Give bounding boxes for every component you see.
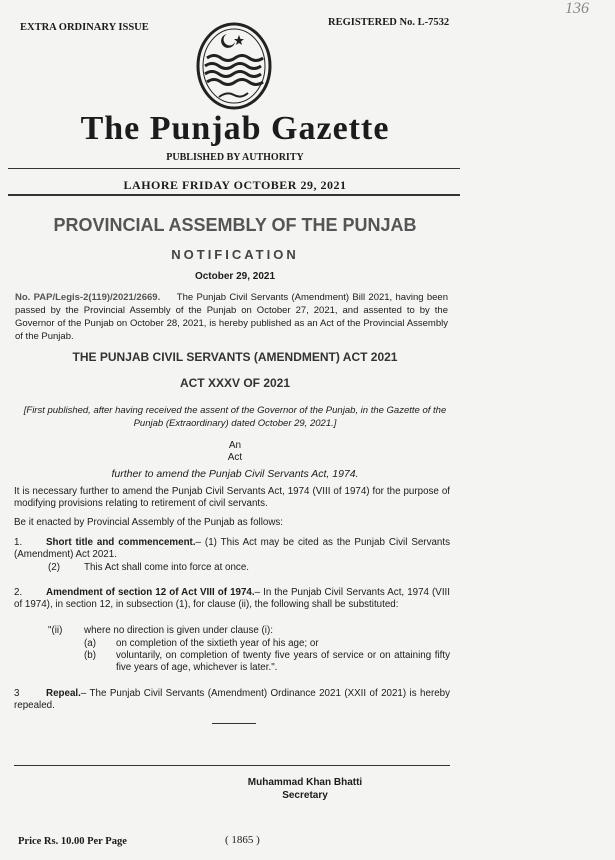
act-title: THE PUNJAB CIVIL SERVANTS (AMENDMENT) ACT 2021 [72,350,398,364]
clause-number: "(ii) [48,625,63,636]
subsection-text: This Act shall come into force at once. [84,562,249,573]
enacting-clause: Be it enacted by Provincial Assembly of the Punjab as follows: [14,517,284,528]
end-of-act-rule [212,723,256,724]
section-3-number: 3 [14,688,20,699]
sub-clause-b [84,650,450,674]
notification-date: October 29, 2021 [194,271,276,282]
sub-clause-a [84,638,450,650]
section-1-subsection-2 [48,562,448,574]
reference-number: No. PAP/Legis-2(119)/2021/2669. [15,292,161,303]
section-2-text: – In the Punjab Civil Servants Act, 1974 (VIII of 1974), in section 12, in subsection (1), for clause (ii), the following shall be substituted: [14,587,450,610]
subsection-number: (2) [48,562,60,573]
notification-paragraph [15,291,448,343]
header-rule-bottom [8,194,460,196]
sub-clause-b-number: (b) [84,650,96,661]
published-by-label: PUBLISHED BY AUTHORITY [166,152,304,163]
sub-clause-a-text: on completion of the sixtieth year of his age; or [116,638,319,649]
section-1-text: – (1) This Act may be cited as the Punjab Civil Servants (Amendment) Act 2021. [14,537,450,560]
gazette-title: The Punjab Gazette [80,110,390,147]
signatory-name: Muhammad Khan Bhatti [247,777,363,788]
act-purpose: further to amend the Punjab Civil Servants Act, 1974. [111,468,359,480]
section-3-text: – The Punjab Civil Servants (Amendment) Ordinance 2021 (XXII of 2021) is hereby repealed. [14,688,450,711]
sub-clause-a-number: (a) [84,638,96,649]
handwritten-page-note: 136 [565,0,589,17]
act-label: Act [227,452,243,463]
issue-type-label: EXTRA ORDINARY ISSUE [20,22,149,33]
header-rule-top [8,168,460,169]
notification-heading: NOTIFICATION [171,247,299,262]
section-3-heading: Repeal. [46,688,81,699]
section-1-number: 1. [14,537,23,548]
price-label: Price Rs. 10.00 Per Page [18,836,127,847]
issue-date-line: LAHORE FRIDAY OCTOBER 29, 2021 [123,178,347,192]
section-2-number: 2. [14,587,23,598]
sub-clause-b-text: voluntarily, on completion of twenty five years of service or on attaining fifty five years of age, whichever is later.". [116,650,450,673]
clause-ii [48,625,448,637]
first-published-note: [First published, after having received the assent of the Governor of the Punjab, in the Gazette of the Punjab (Extraordinary) dated October 29, 2021.] [23,405,447,429]
punjab-emblem-icon [193,22,275,114]
clause-text: where no direction is given under clause (i): [84,625,273,636]
signature-rule [14,765,450,766]
registration-number: REGISTERED No. L-7532 [328,17,450,28]
act-number: ACT XXXV OF 2021 [179,376,291,390]
section-1-heading: Short title and commencement. [46,537,196,548]
notification-intro: The Punjab Civil Servants (Amendment) Bill 2021, having been passed by the Provincial Assembly of the Punjab on October 27, 2021, and assented to by the Governor of the Punjab on October 28, 2021, is hereby published as an Act of the Provincial Assembly of the Punjab. [15,292,448,342]
signatory-title: Secretary [282,790,328,801]
an-label: An [228,440,242,451]
section-2 [14,587,450,611]
section-3 [14,688,450,712]
section-1 [14,537,450,561]
section-2-heading: Amendment of section 12 of Act VIII of 1974. [46,587,255,598]
assembly-heading: PROVINCIAL ASSEMBLY OF THE PUNJAB [53,215,417,235]
page-number: ( 1865 ) [225,834,260,846]
preamble: It is necessary further to amend the Punjab Civil Servants Act, 1974 (VIII of 1974) for the purpose of modifying provisions relating to retirement of civil servants. [14,486,450,509]
